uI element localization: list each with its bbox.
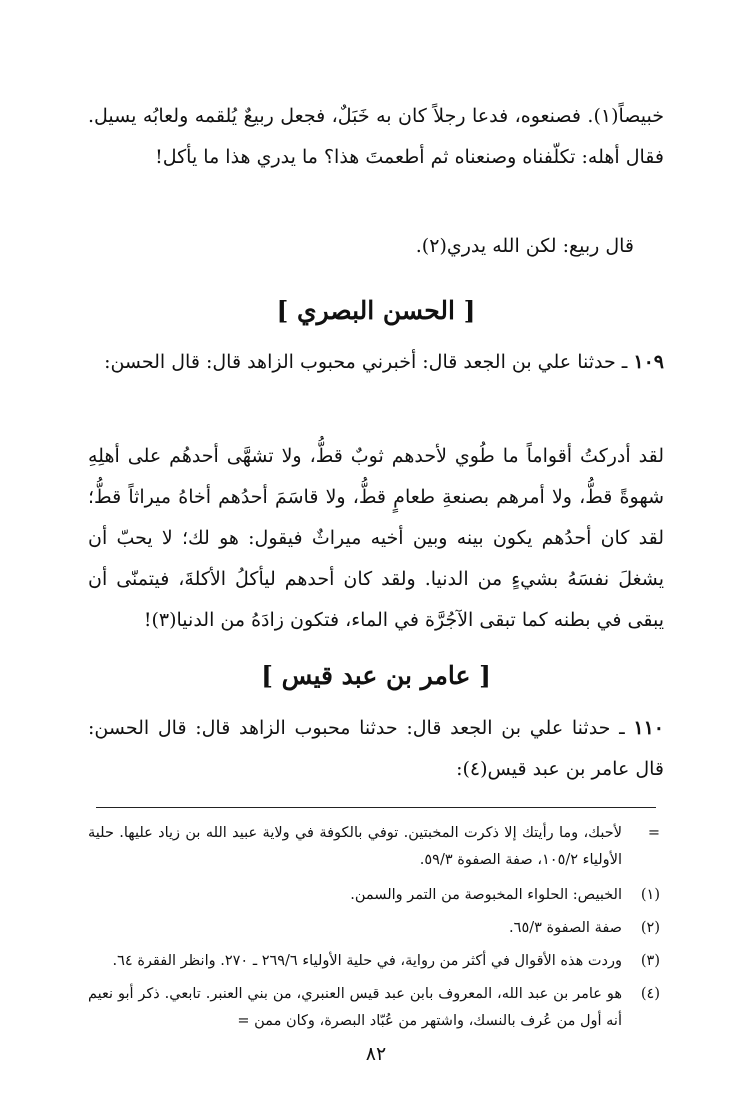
footnotes [88,820,660,1035]
footnote-1 [88,882,660,909]
section-heading-hasan-basri: [ الحسن البصري ] [276,296,476,325]
hadith-110-chain: ـ حدثنا علي بن الجعد قال: حدثنا محبوب الزاهد قال: قال الحسن: قال عامر بن عبد قيس(٤): [88,717,664,780]
footnote-mark: = [647,825,660,841]
footnote-2 [88,915,660,942]
footnote-4 [88,981,660,1035]
footnote-mark: (٣) [640,953,660,969]
hadith-109-isnad [88,342,664,383]
footnote-divider [96,807,656,808]
hadith-number: ١١٠ [633,717,664,739]
footnote-text: صفة الصفوة ٦٥/٣. [509,920,622,936]
footnote-text: الخبيص: الحلواء المخبوصة من التمر والسمن. [350,887,622,903]
hadith-109-text: لقد أدركتُ أقواماً ما طُوي لأحدهم ثوبٌ قطُّ، ولا تشهَّى أحدهُم على أهلِهِ شهوةً قطُّ، ولا أمرهم بصنعةِ طعامٍ قطُّ، ولا قاسَمَ أحدُهم أخاهُ ميراثاً قطُّ؛ لقد كان أحدُهم يكون بينه وبين أخيه ميراثٌ فيقول: هو لك؛ لا يحبّ أن يشغلَ نفسَهُ بشيءٍ من الدنيا. ولقد كان أحدهم ليأكلُ الأكلةَ، فيتمنّى أن يبقى في بطنه كما تبقى الآجُرَّة في الماء، فتكون زادَهُ من الدنيا(٣)! [88,445,664,631]
paragraph-rabi-story: خبيصاً(١). فصنعوه، فدعا رجلاً كان به خَبَلٌ، فجعل ربيعٌ يُلقمه ولعابُه يسيل. فقال أهله: تكلّفناه وصنعناه ثم أطعمتَ هذا؟ ما يدري هذا ما يأكل! [88,105,664,168]
footnote-text: لأحبك، وما رأيتك إلا ذكرت المخبتين. توفي بالكوفة في ولاية عبيد الله بن زياد عليها. حلية الأولياء ١٠٥/٢، صفة الصفوة ٥٩/٣. [88,825,622,868]
hadith-110-isnad [88,708,664,790]
footnote-text: وردت هذه الأقوال في أكثر من رواية، في حلية الأولياء ٢٦٩/٦ ـ ٢٧٠. وانظر الفقرة ٦٤. [112,953,622,969]
hadith-number: ١٠٩ [633,351,664,373]
footnote-mark: (١) [640,887,660,903]
page-number: ٨٢ [365,1043,387,1065]
footnote-mark: (٤) [640,986,660,1002]
paragraph-rabi-saying: قال ربيع: لكن الله يدري(٢). [415,235,634,257]
footnote-continuation [88,820,660,874]
section-heading-amir-ibn-abd-qays: [ عامر بن عبد قيس ] [261,661,491,690]
hadith-109-chain: ـ حدثنا علي بن الجعد قال: أخبرني محبوب الزاهد قال: قال الحسن: [104,351,634,373]
footnote-3 [88,948,660,975]
footnote-mark: (٢) [640,920,660,936]
footnote-text: هو عامر بن عبد الله، المعروف بابن عبد قيس العنبري، من بني العنبر. تابعي. ذكر أبو نعيم أنه أول من عُرف بالنسك، واشتهر من عُبّاد البصرة، وكان ممن = [88,986,622,1029]
